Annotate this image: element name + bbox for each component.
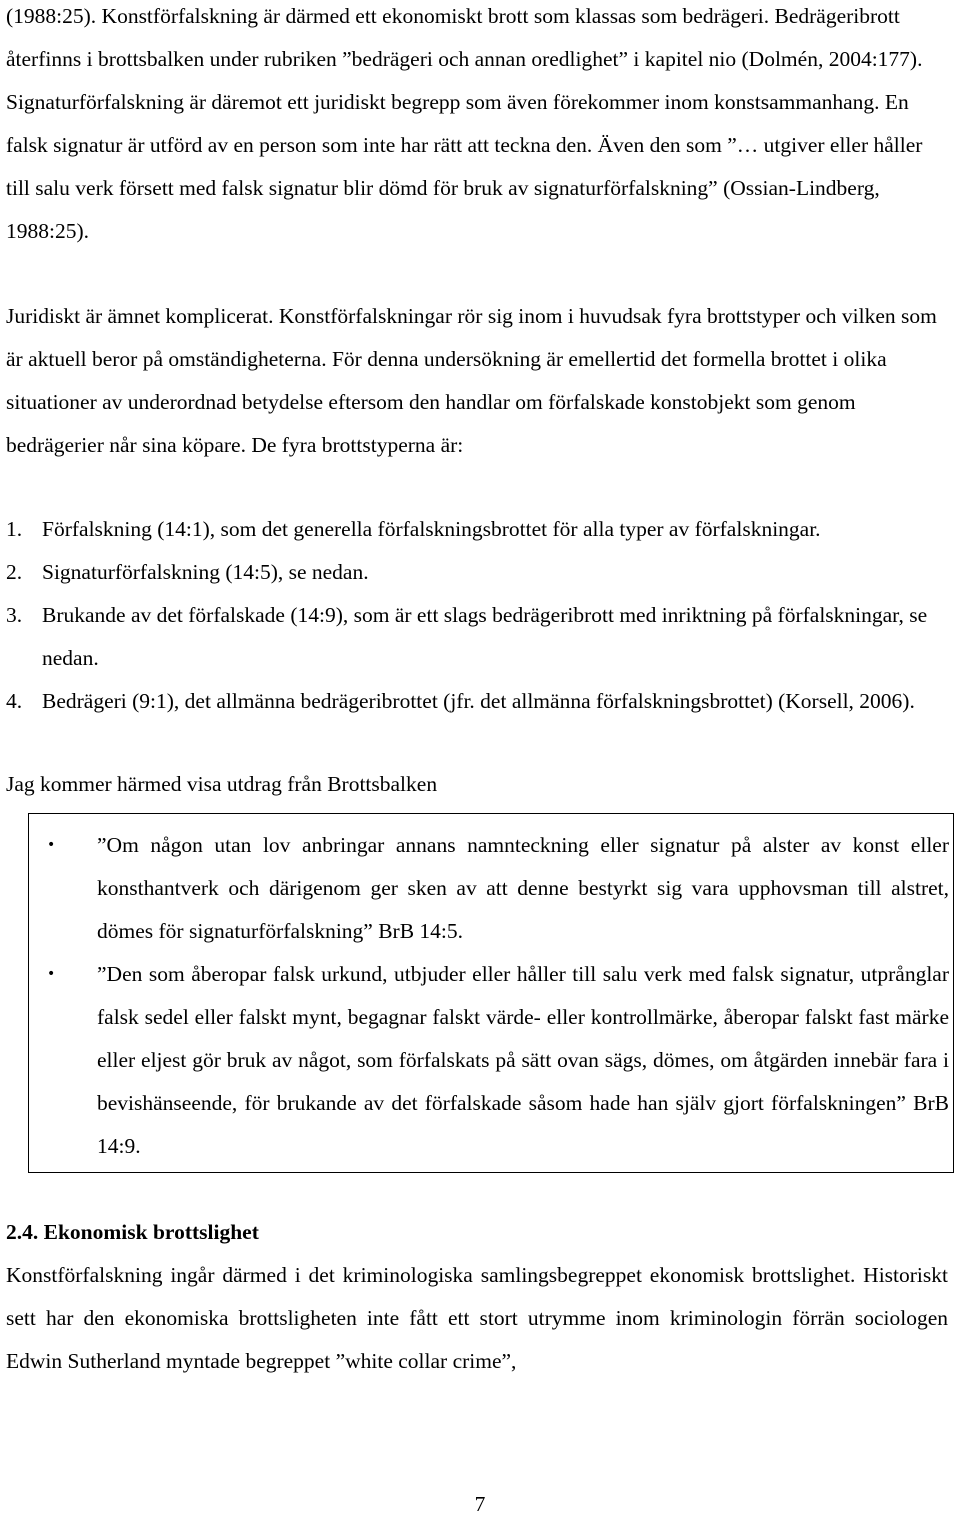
list-number: 4. [6,689,23,713]
section-paragraph: Konstförfalskning ingår därmed i det kriminologiska samlingsbegreppet ekonomisk brottslighet. Historiskt sett har den ekonomiska brottsligheten inte fått ett stort utrymme inom kriminologin förrän sociologen Edwin Sutherland myntade begreppet ”white collar crime”, [6,1263,948,1373]
quote-text: ”Om någon utan lov anbringar annans namnteckning eller signatur på alster av konst eller konsthantverk och därigenom ger sken av att denne bestyrkt sig vara upphovsman till alstret, dömes för signaturförfalskning” BrB 14:5. [97,833,949,943]
brottsbalken-intro: Jag kommer härmed visa utdrag från Brottsbalken [6,772,438,796]
crime-types-list [6,508,948,723]
paragraph-juridiskt: Juridiskt är ämnet komplicerat. Konstförfalskningar rör sig inom i huvudsak fyra brottstyper och vilken som är aktuell beror på omständigheterna. För denna undersökning är emellertid det formella brottet i olika situationer av underordnad betydelse eftersom den handlar om förfalskade konstobjekt som genom bedrägerier når sina köpare. De fyra brottstyperna är: [6,304,937,457]
list-item [6,594,948,680]
document-page [6,0,948,1383]
list-text: Förfalskning (14:1), som det generella förfalskningsbrottet för alla typer av förfalskningar. [42,517,821,541]
quote-item [47,824,949,953]
page-number: 7 [474,1492,486,1516]
quote-text: ”Den som åberopar falsk urkund, utbjuder eller håller till salu verk med falsk signatur, utprånglar falsk sedel eller falskt mynt, begagnar falskt värde- eller kontrollmärke, åberopar falskt fast märke eller eljest gör bruk av något, som förfalskats på sätt ovan sägs, dömes, om åtgärden innebär fara i bevishänseende, för brukande av det förfalskade såsom hade han själv gjort förfalskningen” BrB 14:9. [97,962,949,1158]
quote-item [47,953,949,1168]
bullet-icon: • [47,966,56,982]
paragraph-forfalskning-intro: (1988:25). Konstförfalskning är därmed ett ekonomiskt brott som klassas som bedrägeri. Bedrägeribrott återfinns i brottsbalken under rubriken ”bedrägeri och annan oredlighet” i kapitel nio (Dolmén, 2004:177). Signaturförfalskning är däremot ett juridiskt begrepp som även förekommer inom konstsammanhang. En falsk signatur är utförd av en person som inte har rätt att teckna den. Även den som ”… utgiver eller håller till salu verk försett med falsk signatur blir dömd för bruk av signaturförfalskning” (Ossian-Lindberg, 1988:25). [6,4,923,243]
list-text: Bedrägeri (9:1), det allmänna bedrägeribrottet (jfr. det allmänna förfalskningsbrottet) (Korsell, 2006). [42,689,915,713]
list-number: 3. [6,603,23,627]
list-item [6,551,948,594]
brottsbalken-quote-box [28,813,954,1173]
list-item [6,680,948,723]
list-item [6,508,948,551]
list-number: 1. [6,517,23,541]
list-text: Signaturförfalskning (14:5), se nedan. [42,560,369,584]
bullet-icon: • [47,837,56,853]
list-text: Brukande av det förfalskade (14:9), som är ett slags bedrägeribrott med inriktning på förfalskningar, se nedan. [42,603,928,670]
section-heading: 2.4. Ekonomisk brottslighet [6,1220,259,1244]
list-number: 2. [6,560,23,584]
